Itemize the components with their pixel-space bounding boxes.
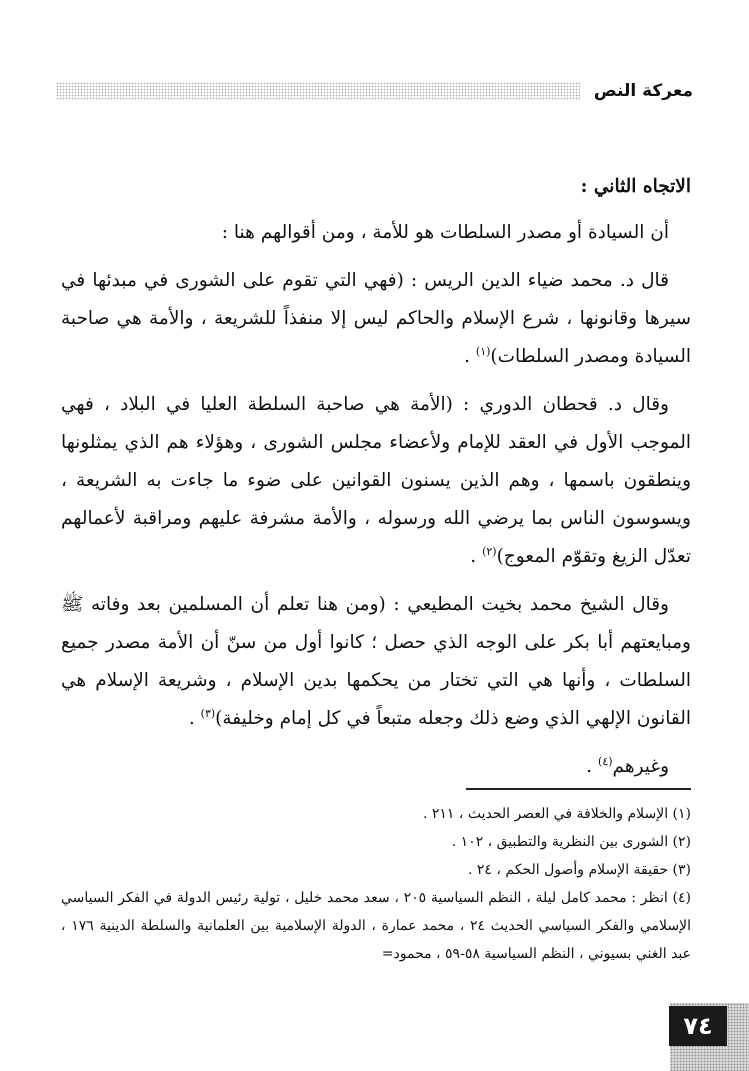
header-rule xyxy=(56,82,580,100)
footnote-ref-4: (٤) xyxy=(598,754,613,768)
footnotes xyxy=(61,800,691,968)
closing-text: وغيرهم xyxy=(612,756,669,777)
footnote-1: (١) الإسلام والخلافة في العصر الحديث ، ٢١١ . xyxy=(422,806,691,822)
footnote-4: (٤) انظر : محمد كامل ليلة ، النظم السياسية ٢٠٥ ، سعد محمد خليل ، تولية رئيس الدولة في الفكر السياسي الإسلامي والفكر السياسي الحديث ٢٤ ، محمد عمارة ، الدولة الإسلامية بين العلمانية والسلطة الدينية ١٧٦ ، عبد الغني بسيوني ، النظم السياسية ٥٨-٥٩ ، محمود= xyxy=(61,890,692,962)
quote-paragraph-2: وقال د. قحطان الدوري : (الأمة هي صاحبة السلطة العليا في البلاد ، فهي الموجب الأول في العقد للإمام ولأعضاء مجلس الشورى ، وهؤلاء هم الذي يمثلونها وينطقون باسمها ، وهم الذين يسنون القوانين على ضوء ما جاءت به الشريعة ، ويسوسون الناس بما يرضي الله ورسوله ، والأمة مشرفة عليهم ومراقبة لأعمالهم تعدّل الزيغ وتقوّم المعوج)$^{(٢)}$ . xyxy=(61,394,691,567)
quote-text-2: وقال د. قحطان الدوري : (الأمة هي صاحبة السلطة العليا في البلاد ، فهي الموجب الأول في العقد للإمام ولأعضاء مجلس الشورى ، وهؤلاء هم الذي يمثلونها وينطقون باسمها ، وهم الذين يسنون القوانين على ضوء ما جاءت به الشريعة ، ويسوسون الناس بما يرضي الله ورسوله ، والأمة مشرفة عليهم ومراقبة لأعمالهم تعدّل الزيغ وتقوّم المعوج) xyxy=(61,394,691,567)
intro-paragraph: أن السيادة أو مصدر السلطات هو للأمة ، ومن أقوالهم هنا : xyxy=(221,222,669,243)
footnote-ref-2: (٢) xyxy=(482,544,497,558)
footnote-3: (٣) حقيقة الإسلام وأصول الحكم ، ٢٤ . xyxy=(468,862,691,878)
footnote-2: (٢) الشورى بين النظرية والتطبيق ، ١٠٢ . xyxy=(451,834,691,850)
footnote-ref-1: (١) xyxy=(475,344,491,358)
footnote-ref-3: (٣) xyxy=(200,706,216,720)
page-header xyxy=(56,78,693,104)
closing-line xyxy=(61,748,691,786)
running-title: معركة النص xyxy=(593,81,693,101)
closing-end: . xyxy=(586,756,599,777)
section-heading: الاتجاه الثاني : xyxy=(580,176,691,197)
main-text xyxy=(61,168,691,796)
quote-text-1: قال د. محمد ضياء الدين الريس : (فهي التي تقوم على الشورى في مبدئها في سيرها وقانونها ، شرع الإسلام والحاكم ليس إلا منفذاً للشريعة ، والأمة هي صاحبة السيادة ومصدر السلطات) xyxy=(61,270,691,367)
page-number: ٧٤ xyxy=(669,1006,727,1046)
quote-paragraph-1: قال د. محمد ضياء الدين الريس : (فهي التي تقوم على الشورى في مبدئها في سيرها وقانونها ، شرع الإسلام والحاكم ليس إلا منفذاً للشريعة ، والأمة هي صاحبة السيادة ومصدر السلطات)$^{(١)}$ . xyxy=(61,270,691,367)
footnote-divider xyxy=(466,788,691,790)
quote-text-3: وقال الشيخ محمد بخيت المطيعي : (ومن هنا تعلم أن المسلمين بعد وفاته ﷺ ومبايعتهم أبا بكر على الوجه الذي حصل ؛ كانوا أول من سنّ أن الأمة مصدر جميع السلطات ، وأنها هي التي تختار من يحكمها بدين الإسلام ، وشريعة الإسلام هي القانون الإلهي الذي وضع ذلك وجعله متبعاً في كل إمام وخليفة) xyxy=(61,594,691,729)
quote-paragraph-3: وقال الشيخ محمد بخيت المطيعي : (ومن هنا تعلم أن المسلمين بعد وفاته ﷺ ومبايعتهم أبا بكر على الوجه الذي حصل ؛ كانوا أول من سنّ أن الأمة مصدر جميع السلطات ، وأنها هي التي تختار من يحكمها بدين الإسلام ، وشريعة الإسلام هي القانون الإلهي الذي وضع ذلك وجعله متبعاً في كل إمام وخليفة)$^{(٣)}$ . xyxy=(61,594,691,729)
